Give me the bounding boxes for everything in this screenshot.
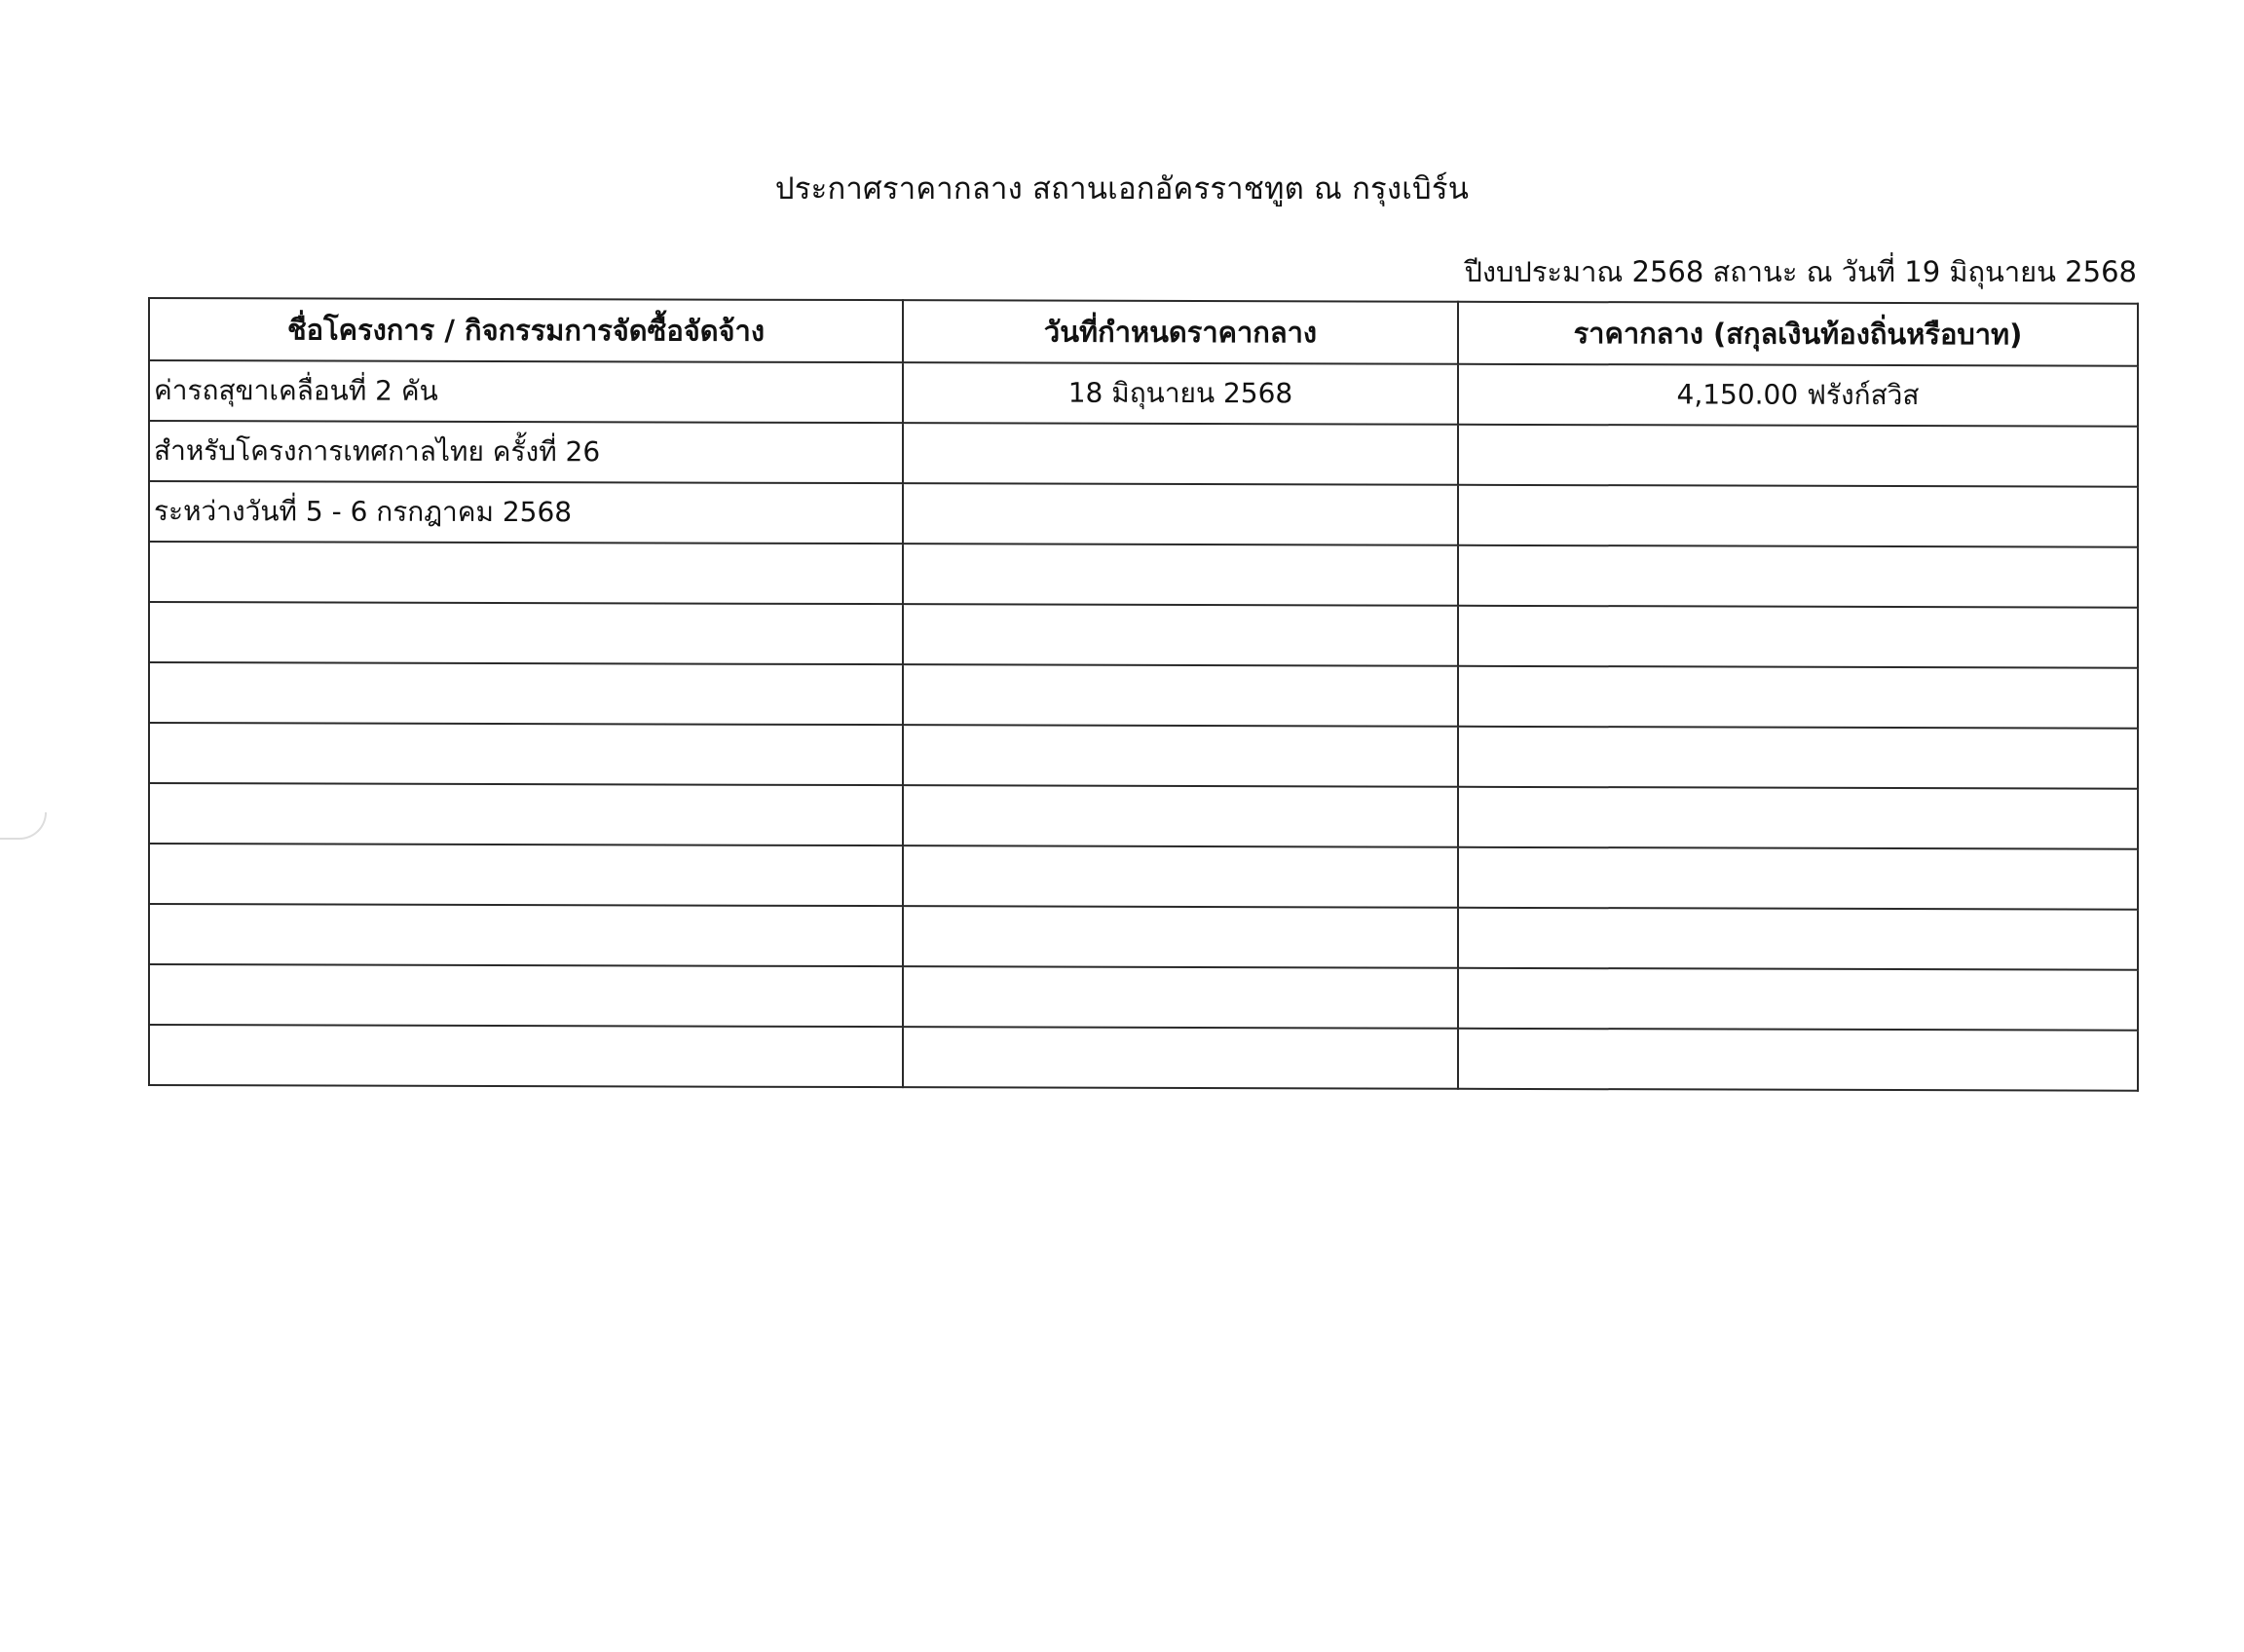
header-price: ราคากลาง (สกุลเงินท้องถิ่นหรือบาท) xyxy=(1458,302,2138,366)
table-row xyxy=(149,783,2138,849)
table-row xyxy=(149,542,2138,608)
table-row xyxy=(149,360,2138,427)
table-row xyxy=(149,964,2138,1031)
cell-date xyxy=(903,845,1458,908)
cell-date xyxy=(903,664,1458,727)
cell-date xyxy=(903,1027,1458,1089)
cell-date xyxy=(903,544,1458,606)
cell-date xyxy=(903,423,1458,485)
cell-price xyxy=(1458,968,2138,1031)
table-row xyxy=(149,421,2138,487)
cell-project xyxy=(149,542,903,604)
cell-price xyxy=(1458,787,2138,849)
table-row xyxy=(149,1025,2138,1091)
cell-project: ค่ารถสุขาเคลื่อนที่ 2 คัน xyxy=(149,360,903,423)
table-row xyxy=(149,904,2138,970)
cell-price xyxy=(1458,425,2138,487)
cell-project xyxy=(149,723,903,785)
cell-project xyxy=(149,1025,903,1087)
table-row xyxy=(149,844,2138,910)
cell-date xyxy=(903,785,1458,847)
cell-project xyxy=(149,783,903,845)
scan-artifact xyxy=(0,812,47,840)
cell-price xyxy=(1458,1029,2138,1091)
document-title: ประกาศราคากลาง สถานเอกอัครราชทูต ณ กรุงเบิร์น xyxy=(774,171,1470,206)
table-row xyxy=(149,481,2138,547)
header-date: วันที่กำหนดราคากลาง xyxy=(903,300,1458,364)
cell-date xyxy=(903,906,1458,968)
cell-price: 4,150.00 ฟรังก์สวิส xyxy=(1458,364,2138,427)
cell-date xyxy=(903,725,1458,787)
cell-project xyxy=(149,904,903,966)
cell-price xyxy=(1458,545,2138,608)
cell-date: 18 มิถุนายน 2568 xyxy=(903,362,1458,425)
document-subtitle: ปีงบประมาณ 2568 สถานะ ณ วันที่ 19 มิถุนายน 2568 xyxy=(1464,255,2137,288)
cell-date xyxy=(903,604,1458,666)
cell-project xyxy=(149,602,903,664)
header-project: ชื่อโครงการ / กิจกรรมการจัดซื้อจัดจ้าง xyxy=(149,298,903,362)
cell-price xyxy=(1458,847,2138,910)
cell-price xyxy=(1458,727,2138,789)
cell-project xyxy=(149,662,903,725)
cell-price xyxy=(1458,606,2138,668)
cell-project xyxy=(149,964,903,1027)
cell-date xyxy=(903,483,1458,545)
cell-date xyxy=(903,966,1458,1029)
table-row xyxy=(149,662,2138,729)
cell-price xyxy=(1458,485,2138,547)
table-row xyxy=(149,723,2138,789)
cell-project xyxy=(149,844,903,906)
cell-project: ระหว่างวันที่ 5 - 6 กรกฎาคม 2568 xyxy=(149,481,903,544)
table-row xyxy=(149,602,2138,668)
cell-project: สำหรับโครงการเทศกาลไทย ครั้งที่ 26 xyxy=(149,421,903,483)
reference-price-table xyxy=(148,297,2139,1092)
table-header-row xyxy=(149,298,2138,366)
cell-price xyxy=(1458,908,2138,970)
cell-price xyxy=(1458,666,2138,729)
